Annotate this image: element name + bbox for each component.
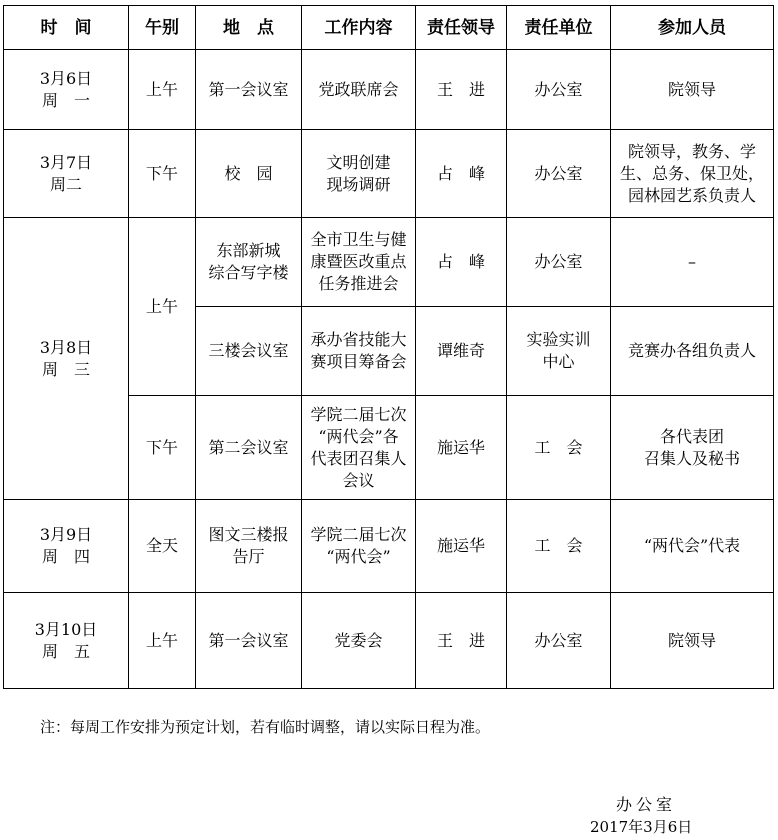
period-cell: 下午 xyxy=(129,130,196,218)
header-content: 工作内容 xyxy=(302,6,416,50)
header-row xyxy=(4,6,774,50)
header-participants: 参加人员 xyxy=(611,6,774,50)
unit-cell: 办公室 xyxy=(507,218,611,307)
table-row xyxy=(4,130,774,218)
unit-cell: 办公室 xyxy=(507,593,611,689)
content-cell: 党委会 xyxy=(302,593,416,689)
location-cell: 图文三楼报 告厅 xyxy=(196,500,302,593)
content-cell: 全市卫生与健 康暨医改重点 任务推进会 xyxy=(302,218,416,307)
header-unit: 责任单位 xyxy=(507,6,611,50)
content-cell: 文明创建 现场调研 xyxy=(302,130,416,218)
leader-cell: 施运华 xyxy=(416,396,507,500)
leader-cell: 占 峰 xyxy=(416,130,507,218)
table-row xyxy=(4,50,774,130)
period-cell: 全天 xyxy=(129,500,196,593)
leader-cell: 谭维奇 xyxy=(416,307,507,396)
date-cell: 3月8日 周 三 xyxy=(4,218,129,500)
weekly-schedule-table xyxy=(3,5,774,689)
leader-cell: 王 进 xyxy=(416,593,507,689)
leader-cell: 施运华 xyxy=(416,500,507,593)
content-cell: 承办省技能大 赛项目筹备会 xyxy=(302,307,416,396)
unit-cell: 办公室 xyxy=(507,50,611,130)
location-cell: 三楼会议室 xyxy=(196,307,302,396)
issue-date: 2017年3月6日 xyxy=(590,818,693,836)
header-location: 地 点 xyxy=(196,6,302,50)
schedule-note: 注：每周工作安排为预定计划，若有临时调整，请以实际日程为准。 xyxy=(40,718,491,736)
content-cell: 党政联席会 xyxy=(302,50,416,130)
participants-cell: – xyxy=(611,218,774,307)
location-cell: 第二会议室 xyxy=(196,396,302,500)
leader-cell: 王 进 xyxy=(416,50,507,130)
participants-cell: “两代会”代表 xyxy=(611,500,774,593)
unit-cell: 办公室 xyxy=(507,130,611,218)
date-cell: 3月6日 周 一 xyxy=(4,50,129,130)
date-cell: 3月9日 周 四 xyxy=(4,500,129,593)
unit-cell: 工 会 xyxy=(507,396,611,500)
period-cell: 下午 xyxy=(129,396,196,500)
header-period: 午别 xyxy=(129,6,196,50)
location-cell: 第一会议室 xyxy=(196,593,302,689)
participants-cell: 院领导，教务、学 生、总务、保卫处， 园林园艺系负责人 xyxy=(611,130,774,218)
period-cell: 上午 xyxy=(129,593,196,689)
location-cell: 第一会议室 xyxy=(196,50,302,130)
issuing-office: 办公室 xyxy=(616,795,677,814)
leader-cell: 占 峰 xyxy=(416,218,507,307)
participants-cell: 各代表团 召集人及秘书 xyxy=(611,396,774,500)
date-cell: 3月7日 周二 xyxy=(4,130,129,218)
participants-cell: 院领导 xyxy=(611,593,774,689)
participants-cell: 院领导 xyxy=(611,50,774,130)
header-leader: 责任领导 xyxy=(416,6,507,50)
unit-cell: 实验实训 中心 xyxy=(507,307,611,396)
participants-cell: 竞赛办各组负责人 xyxy=(611,307,774,396)
table-row xyxy=(4,500,774,593)
table-row xyxy=(4,218,774,307)
period-cell: 上午 xyxy=(129,218,196,396)
content-cell: 学院二届七次 “两代会”各 代表团召集人 会议 xyxy=(302,396,416,500)
date-cell: 3月10日 周 五 xyxy=(4,593,129,689)
table-row xyxy=(4,593,774,689)
location-cell: 东部新城 综合写字楼 xyxy=(196,218,302,307)
content-cell: 学院二届七次 “两代会” xyxy=(302,500,416,593)
unit-cell: 工 会 xyxy=(507,500,611,593)
period-cell: 上午 xyxy=(129,50,196,130)
header-time: 时 间 xyxy=(4,6,129,50)
location-cell: 校 园 xyxy=(196,130,302,218)
